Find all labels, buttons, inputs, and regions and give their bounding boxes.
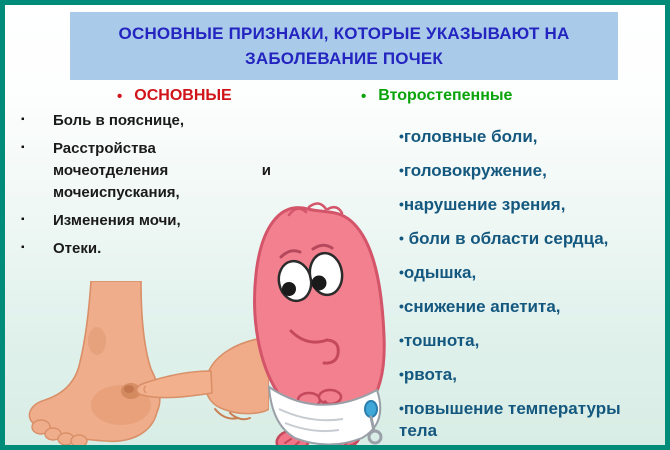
dot-bullet-icon: •: [399, 264, 404, 280]
dot-bullet-icon: •: [399, 128, 404, 144]
secondary-heading-row: [361, 87, 665, 105]
dot-bullet-icon: •: [399, 366, 404, 382]
secondary-symptom-text: головокружение,: [403, 161, 547, 180]
primary-symptom-text: Расстройства мочеотделения и мочеиспускания,: [53, 140, 271, 201]
green-bullet-icon: •: [361, 87, 367, 105]
primary-symptom-text: Отеки.: [53, 240, 102, 257]
dot-bullet-icon: •: [399, 196, 404, 212]
dot-bullet-icon: •: [399, 332, 404, 348]
square-bullet-icon: ▪: [21, 242, 25, 253]
secondary-symptom-list: [353, 125, 665, 442]
secondary-symptom-text: одышка,: [403, 263, 477, 282]
dot-bullet-icon: •: [399, 400, 404, 416]
primary-symptom-text: Боль в пояснице,: [53, 112, 185, 129]
list-item: [399, 125, 621, 148]
title-banner: [70, 12, 618, 80]
list-item: [399, 193, 621, 216]
list-item: [399, 261, 621, 284]
list-item: [13, 210, 343, 232]
secondary-symptom-text: нарушение зрения,: [403, 195, 566, 214]
red-bullet-icon: •: [117, 87, 123, 105]
list-item: [399, 397, 621, 442]
secondary-heading: Второстепенные: [378, 87, 513, 104]
list-item: [13, 138, 343, 204]
square-bullet-icon: ▪: [21, 142, 25, 153]
square-bullet-icon: ▪: [21, 114, 25, 125]
list-item: [399, 295, 621, 318]
secondary-symptom-text: головные боли,: [403, 127, 538, 146]
square-bullet-icon: ▪: [21, 214, 25, 225]
primary-symptom-text: Изменения мочи,: [53, 212, 181, 229]
secondary-symptoms-section: [353, 87, 665, 450]
page-title: ОСНОВНЫЕ ПРИЗНАКИ, КОТОРЫЕ УКАЗЫВАЮТ НА ЗАБОЛЕВАНИЕ ПОЧЕК: [118, 24, 570, 68]
list-item: [13, 110, 343, 132]
list-item: [399, 363, 621, 386]
list-item: [399, 227, 621, 250]
list-item: [399, 159, 621, 182]
edema-test-icon: [11, 281, 269, 450]
primary-symptoms-section: [13, 87, 343, 266]
dot-bullet-icon: •: [399, 162, 404, 178]
secondary-symptom-text: боли в области сердца,: [403, 229, 609, 248]
primary-heading: ОСНОВНЫЕ: [134, 87, 232, 104]
primary-heading-row: [117, 87, 343, 105]
secondary-symptom-text: повышение температуры тела: [399, 399, 621, 440]
list-item: [13, 238, 343, 260]
primary-symptom-list: [13, 110, 343, 260]
dot-bullet-icon: •: [399, 298, 404, 314]
list-item: [399, 329, 621, 352]
secondary-symptom-text: рвота,: [403, 365, 457, 384]
swollen-foot-illustration: [11, 281, 269, 450]
secondary-symptom-text: снижение апетита,: [403, 297, 561, 316]
secondary-symptom-text: тошнота,: [403, 331, 480, 350]
dot-bullet-icon: •: [399, 230, 404, 246]
